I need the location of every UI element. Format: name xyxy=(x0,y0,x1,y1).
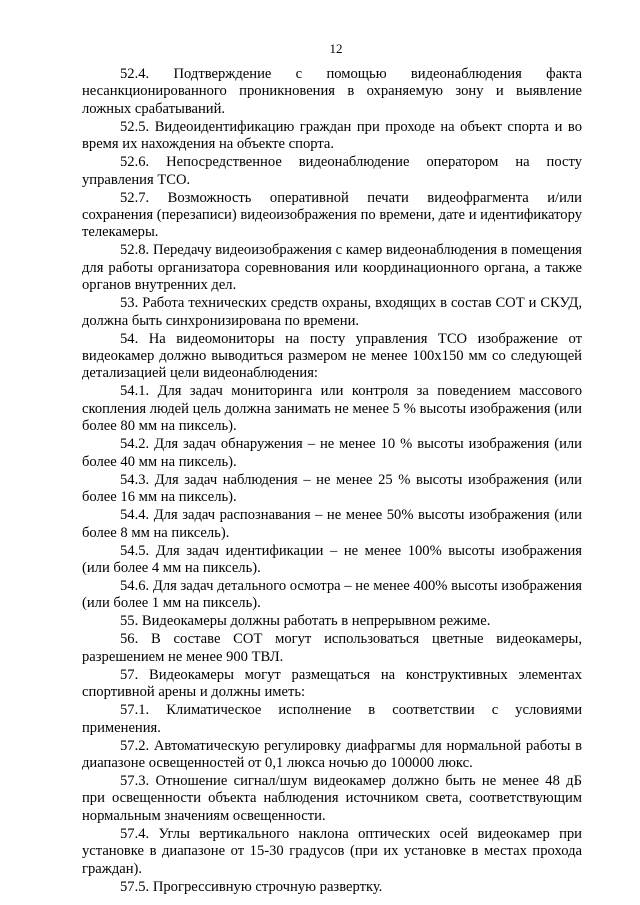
page-number: 12 xyxy=(329,41,343,56)
paragraph-54-1: 54.1. Для задач мониторинга или контроля за поведением массового скопления людей цель должна занимать не менее 5 % высоты изображения (или более 80 мм на пиксель). xyxy=(82,383,582,435)
paragraph-57-4: 57.4. Углы вертикального наклона оптических осей видеокамер при установке в диапазоне от 15-30 градусов (при их установке в местах прохода граждан). xyxy=(82,825,582,877)
paragraph-57-2: 57.2. Автоматическую регулировку диафрагмы для нормальной работы в диапазоне освещенностей от 0,1 люкса ночью до 100000 люкс. xyxy=(82,737,582,771)
paragraph-57-1: 57.1. Климатическое исполнение в соответствии с условиями применения. xyxy=(82,702,582,736)
paragraph-57-5: 57.5. Прогрессивную строчную развертку. xyxy=(120,878,383,895)
paragraph-52-8: 52.8. Передачу видеоизображения с камер видеонаблюдения в помещения для работы организатора соревнования или координационного органа, а также органов внутренних дел. xyxy=(82,242,582,294)
paragraph-52-5: 52.5. Видеоидентификацию граждан при проходе на объект спорта и во время их нахождения на объекте спорта. xyxy=(82,118,582,153)
paragraph-54-3: 54.3. Для задач наблюдения – не менее 25 % высоты изображения (или более 16 мм на пиксель). xyxy=(82,471,582,506)
document-body xyxy=(82,66,582,896)
paragraph-56: 56. В составе СОТ могут использоваться цветные видеокамеры, разрешением не менее 900 ТВЛ. xyxy=(82,631,582,665)
paragraph-54-5: 54.5. Для задач идентификации – не менее 100% высоты изображения (или более 4 мм на пиксель). xyxy=(82,542,582,576)
paragraph-53: 53. Работа технических средств охраны, входящих в состав СОТ и СКУД, должна быть синхронизирована по времени. xyxy=(82,295,582,329)
paragraph-54-6: 54.6. Для задач детального осмотра – не менее 400% высоты изображения (или более 1 мм на пиксель). xyxy=(82,577,582,612)
paragraph-57-3: 57.3. Отношение сигнал/шум видеокамер должно быть не менее 48 дБ при освещенности объекта наблюдения источником света, соответствующим нормальным значениям освещенности. xyxy=(82,772,582,824)
paragraph-52-4: 52.4. Подтверждение с помощью видеонаблюдения факта несанкционированного проникновения в охраняемую зону и выявление ложных срабатываний. xyxy=(82,66,582,117)
paragraph-54: 54. На видеомониторы на посту управления ТСО изображение от видеокамер должно выводиться размером не менее 100х150 мм со следующей детализацией цели видеонаблюдения: xyxy=(82,330,582,382)
paragraph-52-7: 52.7. Возможность оперативной печати видеофрагмента и/или сохранения (перезаписи) видеоизображения по времени, дате и идентификатору телекамеры. xyxy=(82,189,582,241)
paragraph-54-4: 54.4. Для задач распознавания – не менее 50% высоты изображения (или более 8 мм на пиксель). xyxy=(82,507,582,541)
paragraph-57: 57. Видеокамеры могут размещаться на конструктивных элементах спортивной арены и должны иметь: xyxy=(82,666,582,701)
paragraph-52-6: 52.6. Непосредственное видеонаблюдение оператором на посту управления ТСО. xyxy=(82,154,582,188)
paragraph-54-2: 54.2. Для задач обнаружения – не менее 10 % высоты изображения (или более 40 мм на пиксель). xyxy=(82,436,582,470)
paragraph-55: 55. Видеокамеры должны работать в непрерывном режиме. xyxy=(120,613,491,630)
